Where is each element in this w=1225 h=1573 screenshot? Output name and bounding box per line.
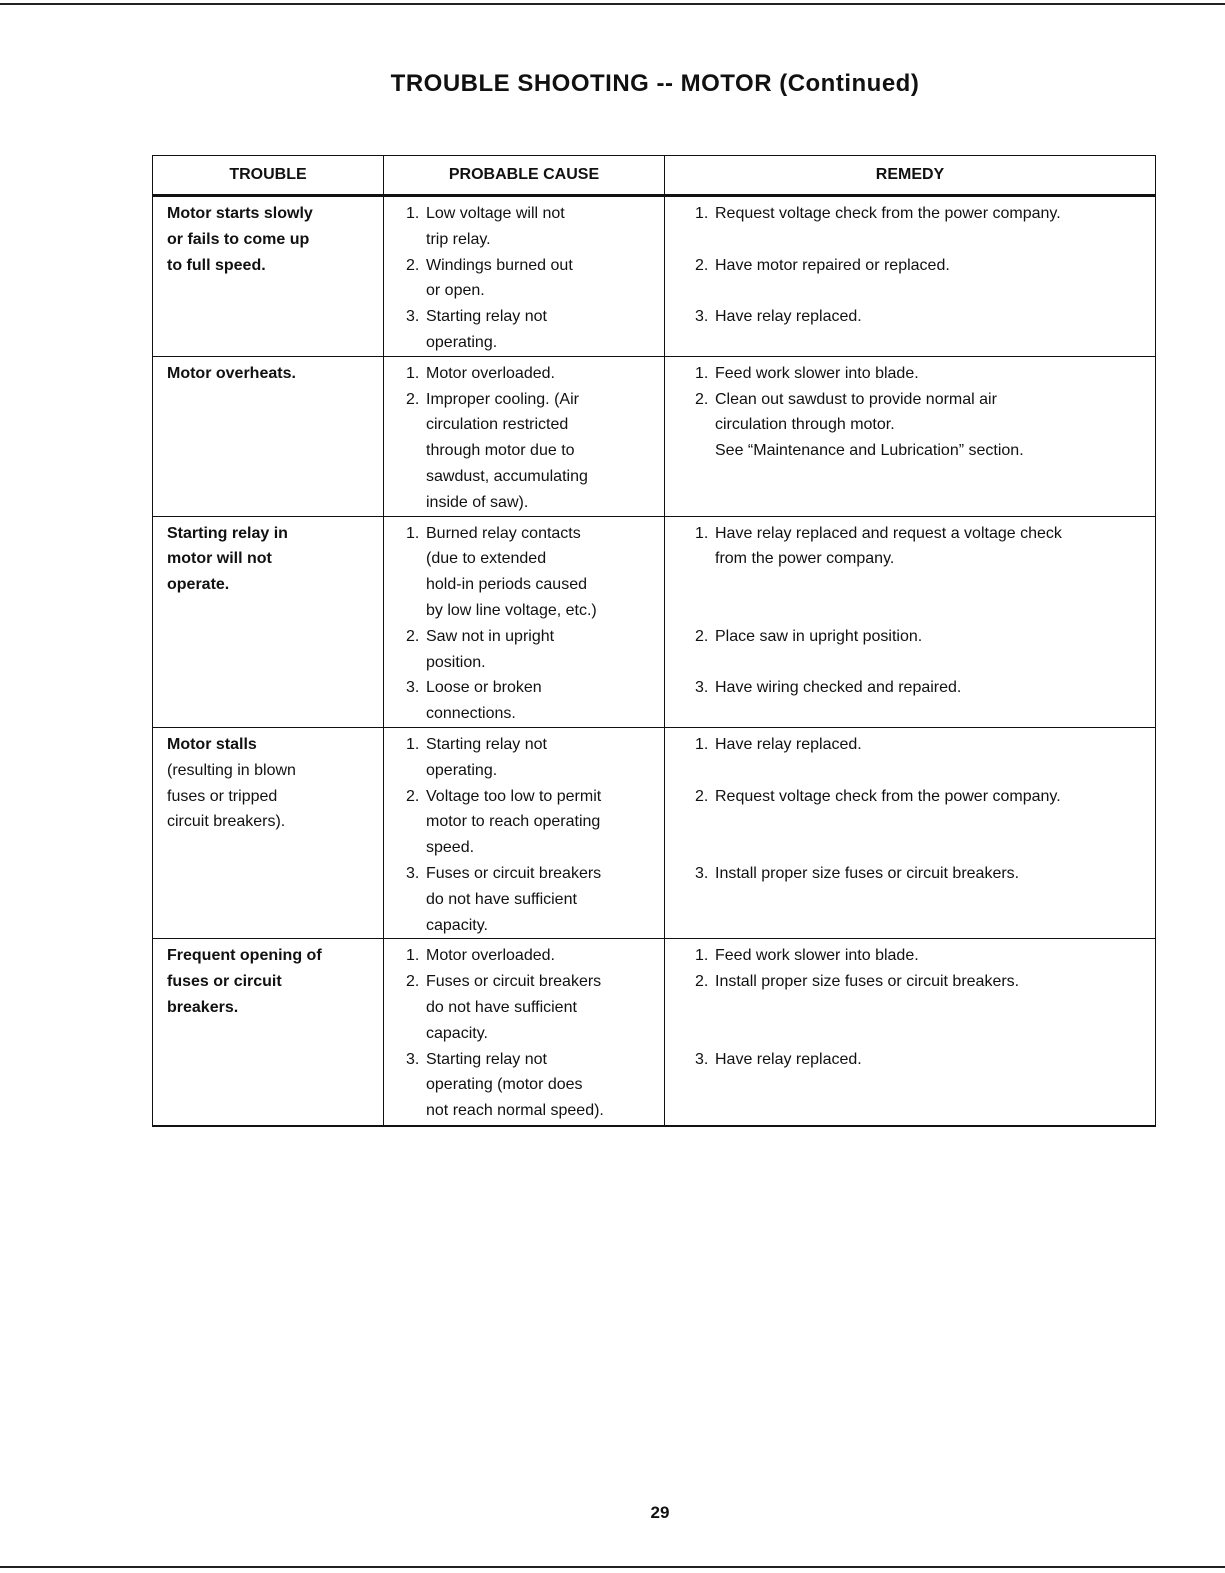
item-number: 3. (406, 1050, 420, 1068)
item-text: Saw not in upright position. (426, 627, 555, 671)
remedy-item (695, 201, 1145, 253)
item-text: Starting relay not operating. (426, 735, 547, 779)
header-remedy: REMEDY (665, 156, 1156, 196)
header-trouble: TROUBLE (153, 156, 384, 196)
header-probable-cause: PROBABLE CAUSE (384, 156, 665, 196)
remedy-item (695, 361, 1145, 387)
item-number: 1. (695, 364, 709, 382)
item-text: Fuses or circuit breakers do not have sufficient capacity. (426, 973, 602, 1042)
item-number: 3. (695, 308, 709, 326)
remedy-cell (665, 356, 1156, 516)
cause-item (406, 201, 654, 253)
bottom-rule (0, 1566, 1225, 1568)
trouble-text: Motor overheats. (167, 364, 296, 382)
item-number: 3. (406, 308, 420, 326)
remedy-item (695, 861, 1145, 887)
remedy-item (695, 1047, 1145, 1073)
item-text: Install proper size fuses or circuit breakers. (715, 864, 1020, 882)
page-number: 29 (650, 1503, 670, 1522)
item-text: Starting relay not operating. (426, 308, 547, 351)
item-text: Motor overloaded. (426, 364, 555, 382)
cause-item (406, 861, 654, 938)
item-number: 2. (406, 973, 420, 991)
cause-item (406, 784, 654, 861)
item-number: 1. (695, 735, 709, 753)
cause-item (406, 361, 654, 387)
top-rule (0, 3, 1225, 5)
remedy-cell (665, 727, 1156, 938)
remedy-item (695, 675, 1145, 701)
table-row (153, 939, 1156, 1126)
item-number: 3. (406, 864, 420, 882)
item-number: 3. (406, 679, 420, 697)
cause-cell (384, 196, 665, 357)
trouble-cell (153, 727, 384, 938)
cause-item (406, 253, 654, 305)
cause-item (406, 624, 654, 676)
item-number: 2. (695, 256, 709, 274)
trouble-title: Motor stalls (167, 735, 257, 753)
item-number: 1. (695, 524, 709, 542)
item-text: Have relay replaced and request a voltage check from the power company. (715, 524, 1062, 568)
cause-item (406, 675, 654, 727)
item-text: Loose or broken connections. (426, 679, 542, 723)
trouble-cell (153, 196, 384, 357)
item-text: Install proper size fuses or circuit breakers. (715, 973, 1020, 991)
item-number: 2. (695, 787, 709, 805)
item-number: 2. (406, 256, 420, 274)
cause-item (406, 304, 654, 356)
cause-item (406, 943, 654, 969)
item-number: 2. (406, 627, 420, 645)
cause-cell (384, 356, 665, 516)
cause-item (406, 969, 654, 1046)
item-text: Voltage too low to permit motor to reach operating speed. (426, 787, 602, 857)
trouble-text: Frequent opening of fuses or circuit breakers. (167, 947, 322, 1016)
item-number: 2. (406, 390, 420, 408)
item-text: Have motor repaired or replaced. (715, 256, 950, 274)
remedy-item (695, 521, 1145, 624)
trouble-cell (153, 356, 384, 516)
item-text: Starting relay not operating (motor does not reach normal speed). (426, 1050, 604, 1120)
trouble-text: Motor starts slowly or fails to come up to full speed. (167, 205, 313, 274)
remedy-item (695, 304, 1145, 330)
remedy-item (695, 969, 1145, 1046)
remedy-item (695, 253, 1145, 305)
item-text: Feed work slower into blade. (715, 947, 919, 965)
item-number: 2. (695, 390, 709, 408)
page-title: TROUBLE SHOOTING -- MOTOR (Continued) (390, 70, 920, 97)
item-text: Motor overloaded. (426, 947, 555, 965)
remedy-item (695, 387, 1145, 464)
item-text: Windings burned out or open. (426, 256, 573, 300)
cause-item (406, 521, 654, 624)
cause-cell (384, 516, 665, 727)
item-text: Burned relay contacts (due to extended hold-in periods caused by low line voltage, etc.) (426, 524, 597, 619)
cause-cell (384, 939, 665, 1126)
item-text: Low voltage will not trip relay. (426, 205, 565, 248)
item-number: 3. (695, 679, 709, 697)
table-row (153, 516, 1156, 727)
remedy-cell (665, 516, 1156, 727)
remedy-cell (665, 196, 1156, 357)
item-text: Fuses or circuit breakers do not have sufficient capacity. (426, 864, 602, 934)
trouble-detail: (resulting in blown fuses or tripped circuit breakers). (167, 761, 296, 831)
item-text: Improper cooling. (Air circulation restricted through motor due to sawdust, accumulating inside of saw). (426, 390, 588, 511)
table-row (153, 727, 1156, 938)
item-text: Place saw in upright position. (715, 627, 923, 645)
trouble-text: Starting relay in motor will not operate. (167, 524, 288, 594)
remedy-item (695, 784, 1145, 861)
item-number: 2. (695, 973, 709, 991)
item-number: 1. (406, 205, 420, 222)
item-number: 3. (695, 1050, 709, 1068)
item-number: 2. (406, 787, 420, 805)
remedy-cell (665, 939, 1156, 1126)
cause-item (406, 1047, 654, 1124)
item-number: 1. (406, 364, 420, 382)
item-text: Have relay replaced. (715, 308, 862, 326)
item-number: 1. (695, 205, 709, 222)
trouble-cell (153, 516, 384, 727)
remedy-item (695, 624, 1145, 676)
item-number: 1. (406, 735, 420, 753)
cause-item (406, 387, 654, 516)
item-text: Clean out sawdust to provide normal air circulation through motor. See “Maintenance and Lubrication” section. (715, 390, 1024, 460)
item-text: Feed work slower into blade. (715, 364, 919, 382)
remedy-item (695, 732, 1145, 784)
item-text: Have wiring checked and repaired. (715, 679, 962, 697)
remedy-item (695, 943, 1145, 969)
trouble-cell (153, 939, 384, 1126)
cause-item (406, 732, 654, 784)
table-row (153, 356, 1156, 516)
item-text: Have relay replaced. (715, 735, 862, 753)
item-text: Request voltage check from the power company. (715, 787, 1061, 805)
table-header-row (153, 156, 1156, 196)
item-number: 1. (406, 524, 420, 542)
item-number: 3. (695, 864, 709, 882)
item-text: Request voltage check from the power company. (715, 205, 1061, 222)
item-number: 2. (695, 627, 709, 645)
item-number: 1. (695, 947, 709, 965)
cause-cell (384, 727, 665, 938)
table-row (153, 196, 1156, 357)
item-number: 1. (406, 947, 420, 965)
item-text: Have relay replaced. (715, 1050, 862, 1068)
troubleshooting-table (152, 155, 1156, 1127)
